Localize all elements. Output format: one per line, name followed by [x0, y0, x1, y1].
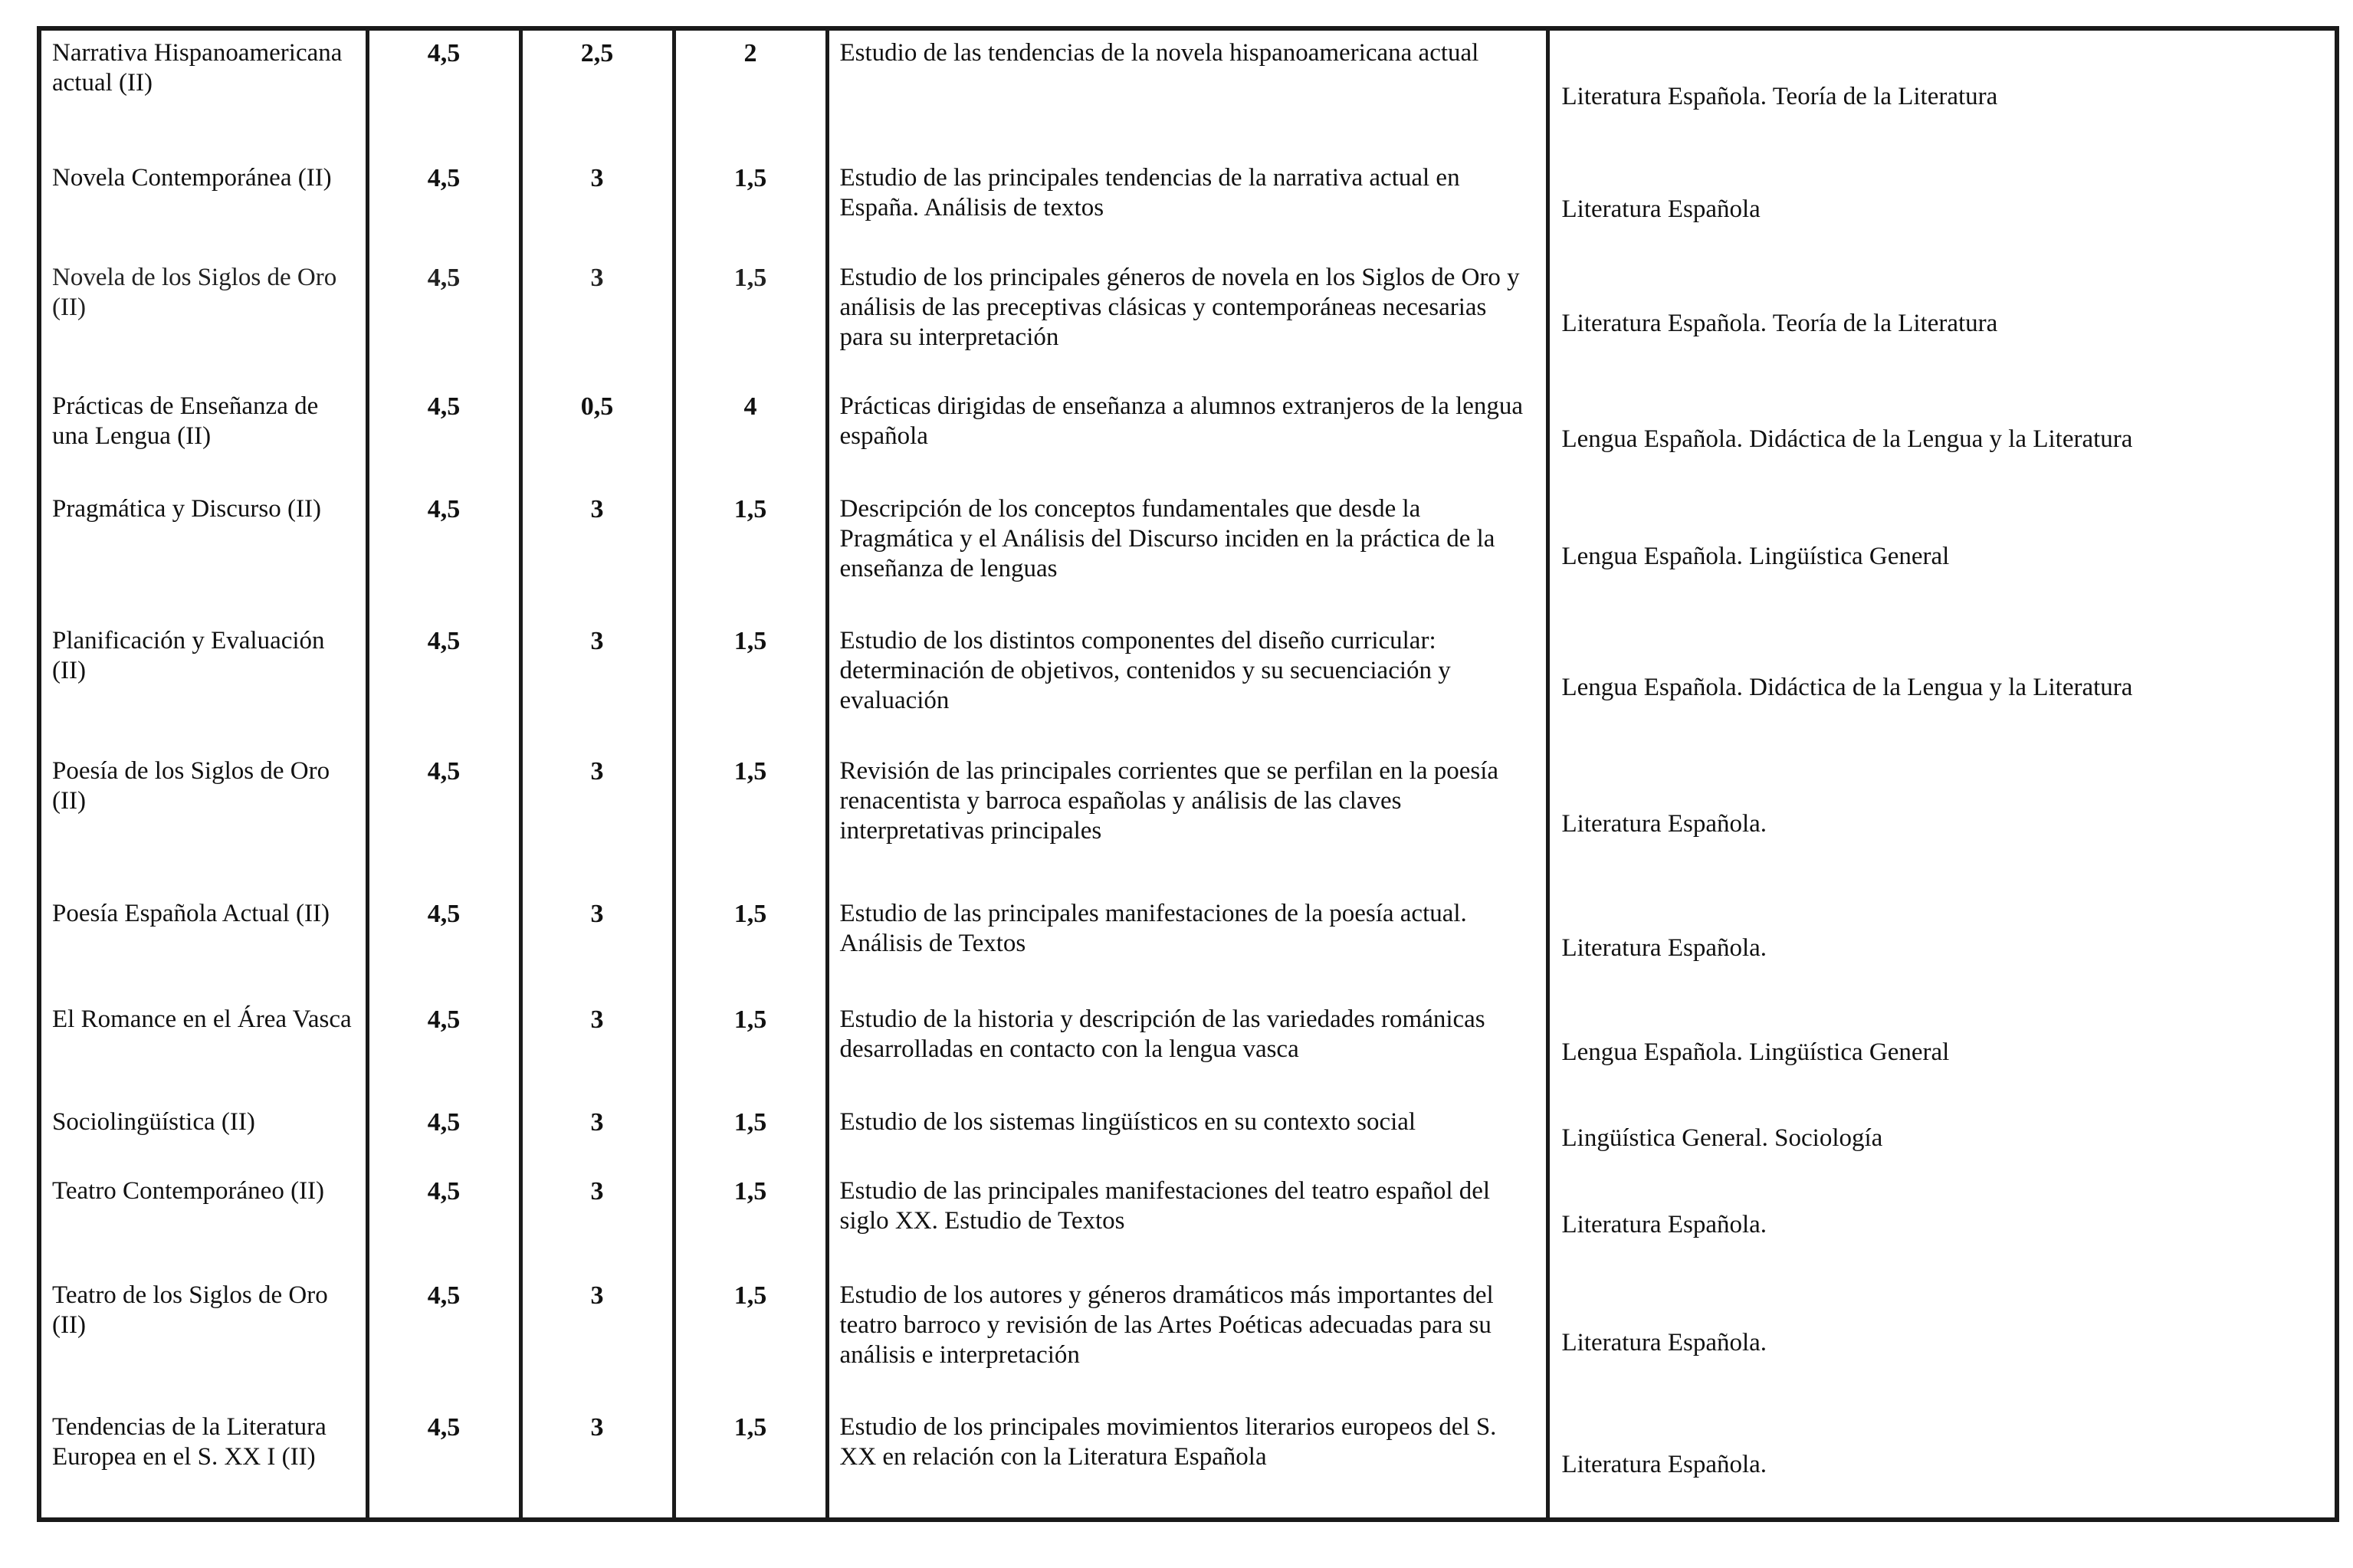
table-row	[39, 749, 2337, 891]
course-description: Estudio de las principales manifestaciones de la poesía actual. Análisis de Textos	[827, 891, 1547, 997]
course-name: El Romance en el Área Vasca	[39, 997, 367, 1100]
course-description: Estudio de los autores y géneros dramáticos más importantes del teatro barroco y revisión de las Artes Poéticas adecuadas para su análisis e interpretación	[827, 1273, 1547, 1405]
course-table	[37, 26, 2339, 1522]
course-description: Estudio de los principales movimientos literarios europeos del S. XX en relación con la Literatura Española	[827, 1405, 1547, 1520]
table-row	[39, 1273, 2337, 1405]
credits-total: 4,5	[367, 28, 520, 156]
credits-practice: 1,5	[674, 1169, 827, 1273]
course-name: Prácticas de Enseñanza de una Lengua (II)	[39, 384, 367, 487]
credits-practice: 1,5	[674, 618, 827, 749]
knowledge-area: Literatura Española.	[1547, 891, 2337, 997]
credits-total: 4,5	[367, 1273, 520, 1405]
credits-practice: 2	[674, 28, 827, 156]
credits-theory: 3	[520, 891, 674, 997]
table-row	[39, 997, 2337, 1100]
credits-practice: 1,5	[674, 156, 827, 255]
credits-total: 4,5	[367, 891, 520, 997]
course-description: Estudio de los distintos componentes del diseño curricular: determinación de objetivos, contenidos y su secuenciación y evaluación	[827, 618, 1547, 749]
course-description: Revisión de las principales corrientes que se perfilan en la poesía renacentista y barroca españolas y análisis de las claves interpretativas principales	[827, 749, 1547, 891]
table-row	[39, 28, 2337, 156]
credits-theory: 3	[520, 1100, 674, 1169]
knowledge-area: Lengua Española. Lingüística General	[1547, 997, 2337, 1100]
knowledge-area: Literatura Española.	[1547, 1405, 2337, 1520]
table-row	[39, 618, 2337, 749]
table-row	[39, 156, 2337, 255]
credits-theory: 3	[520, 1169, 674, 1273]
course-description: Prácticas dirigidas de enseñanza a alumnos extranjeros de la lengua española	[827, 384, 1547, 487]
course-description: Estudio de la historia y descripción de las variedades románicas desarrolladas en contacto con la lengua vasca	[827, 997, 1547, 1100]
course-name: Novela de los Siglos de Oro (II)	[39, 255, 367, 384]
credits-practice: 4	[674, 384, 827, 487]
credits-practice: 1,5	[674, 1273, 827, 1405]
table-row	[39, 1100, 2337, 1169]
course-name: Pragmática y Discurso (II)	[39, 487, 367, 618]
credits-theory: 3	[520, 749, 674, 891]
credits-total: 4,5	[367, 487, 520, 618]
credits-theory: 2,5	[520, 28, 674, 156]
credits-practice: 1,5	[674, 1100, 827, 1169]
credits-theory: 3	[520, 156, 674, 255]
knowledge-area: Literatura Española.	[1547, 1273, 2337, 1405]
course-name: Sociolingüística (II)	[39, 1100, 367, 1169]
credits-practice: 1,5	[674, 487, 827, 618]
credits-total: 4,5	[367, 1100, 520, 1169]
course-description: Estudio de las principales tendencias de la narrativa actual en España. Análisis de textos	[827, 156, 1547, 255]
credits-theory: 3	[520, 1405, 674, 1520]
course-description: Estudio de las principales manifestaciones del teatro español del siglo XX. Estudio de Textos	[827, 1169, 1547, 1273]
credits-total: 4,5	[367, 749, 520, 891]
credits-practice: 1,5	[674, 997, 827, 1100]
credits-total: 4,5	[367, 1169, 520, 1273]
course-description: Estudio de las tendencias de la novela hispanoamericana actual	[827, 28, 1547, 156]
course-name: Poesía de los Siglos de Oro (II)	[39, 749, 367, 891]
credits-total: 4,5	[367, 384, 520, 487]
course-name: Planificación y Evaluación (II)	[39, 618, 367, 749]
table-row	[39, 384, 2337, 487]
credits-theory: 3	[520, 487, 674, 618]
course-name: Novela Contemporánea (II)	[39, 156, 367, 255]
table-row	[39, 1169, 2337, 1273]
credits-total: 4,5	[367, 156, 520, 255]
knowledge-area: Literatura Española	[1547, 156, 2337, 255]
table-row	[39, 891, 2337, 997]
credits-theory: 3	[520, 255, 674, 384]
table-row	[39, 1405, 2337, 1520]
course-description: Estudio de los sistemas lingüísticos en su contexto social	[827, 1100, 1547, 1169]
credits-theory: 3	[520, 1273, 674, 1405]
course-name: Teatro de los Siglos de Oro (II)	[39, 1273, 367, 1405]
table-row	[39, 487, 2337, 618]
course-description: Estudio de los principales géneros de novela en los Siglos de Oro y análisis de las preceptivas clásicas y contemporáneas necesarias para su interpretación	[827, 255, 1547, 384]
course-name: Tendencias de la Literatura Europea en el S. XX I (II)	[39, 1405, 367, 1520]
credits-total: 4,5	[367, 997, 520, 1100]
credits-total: 4,5	[367, 1405, 520, 1520]
course-description: Descripción de los conceptos fundamentales que desde la Pragmática y el Análisis del Discurso inciden en la práctica de la enseñanza de lenguas	[827, 487, 1547, 618]
credits-practice: 1,5	[674, 255, 827, 384]
knowledge-area: Lingüística General. Sociología	[1547, 1100, 2337, 1169]
knowledge-area: Lengua Española. Lingüística General	[1547, 487, 2337, 618]
credits-theory: 0,5	[520, 384, 674, 487]
credits-practice: 1,5	[674, 1405, 827, 1520]
knowledge-area: Lengua Española. Didáctica de la Lengua y la Literatura	[1547, 618, 2337, 749]
credits-theory: 3	[520, 618, 674, 749]
course-name: Poesía Española Actual (II)	[39, 891, 367, 997]
credits-total: 4,5	[367, 618, 520, 749]
credits-practice: 1,5	[674, 749, 827, 891]
knowledge-area: Literatura Española.	[1547, 1169, 2337, 1273]
credits-practice: 1,5	[674, 891, 827, 997]
knowledge-area: Literatura Española.	[1547, 749, 2337, 891]
table-row	[39, 255, 2337, 384]
course-table-sheet	[37, 26, 2335, 1517]
credits-theory: 3	[520, 997, 674, 1100]
knowledge-area: Literatura Española. Teoría de la Literatura	[1547, 255, 2337, 384]
course-name: Teatro Contemporáneo (II)	[39, 1169, 367, 1273]
knowledge-area: Literatura Española. Teoría de la Literatura	[1547, 28, 2337, 156]
knowledge-area: Lengua Española. Didáctica de la Lengua y la Literatura	[1547, 384, 2337, 487]
course-name: Narrativa Hispanoamericana actual (II)	[39, 28, 367, 156]
credits-total: 4,5	[367, 255, 520, 384]
